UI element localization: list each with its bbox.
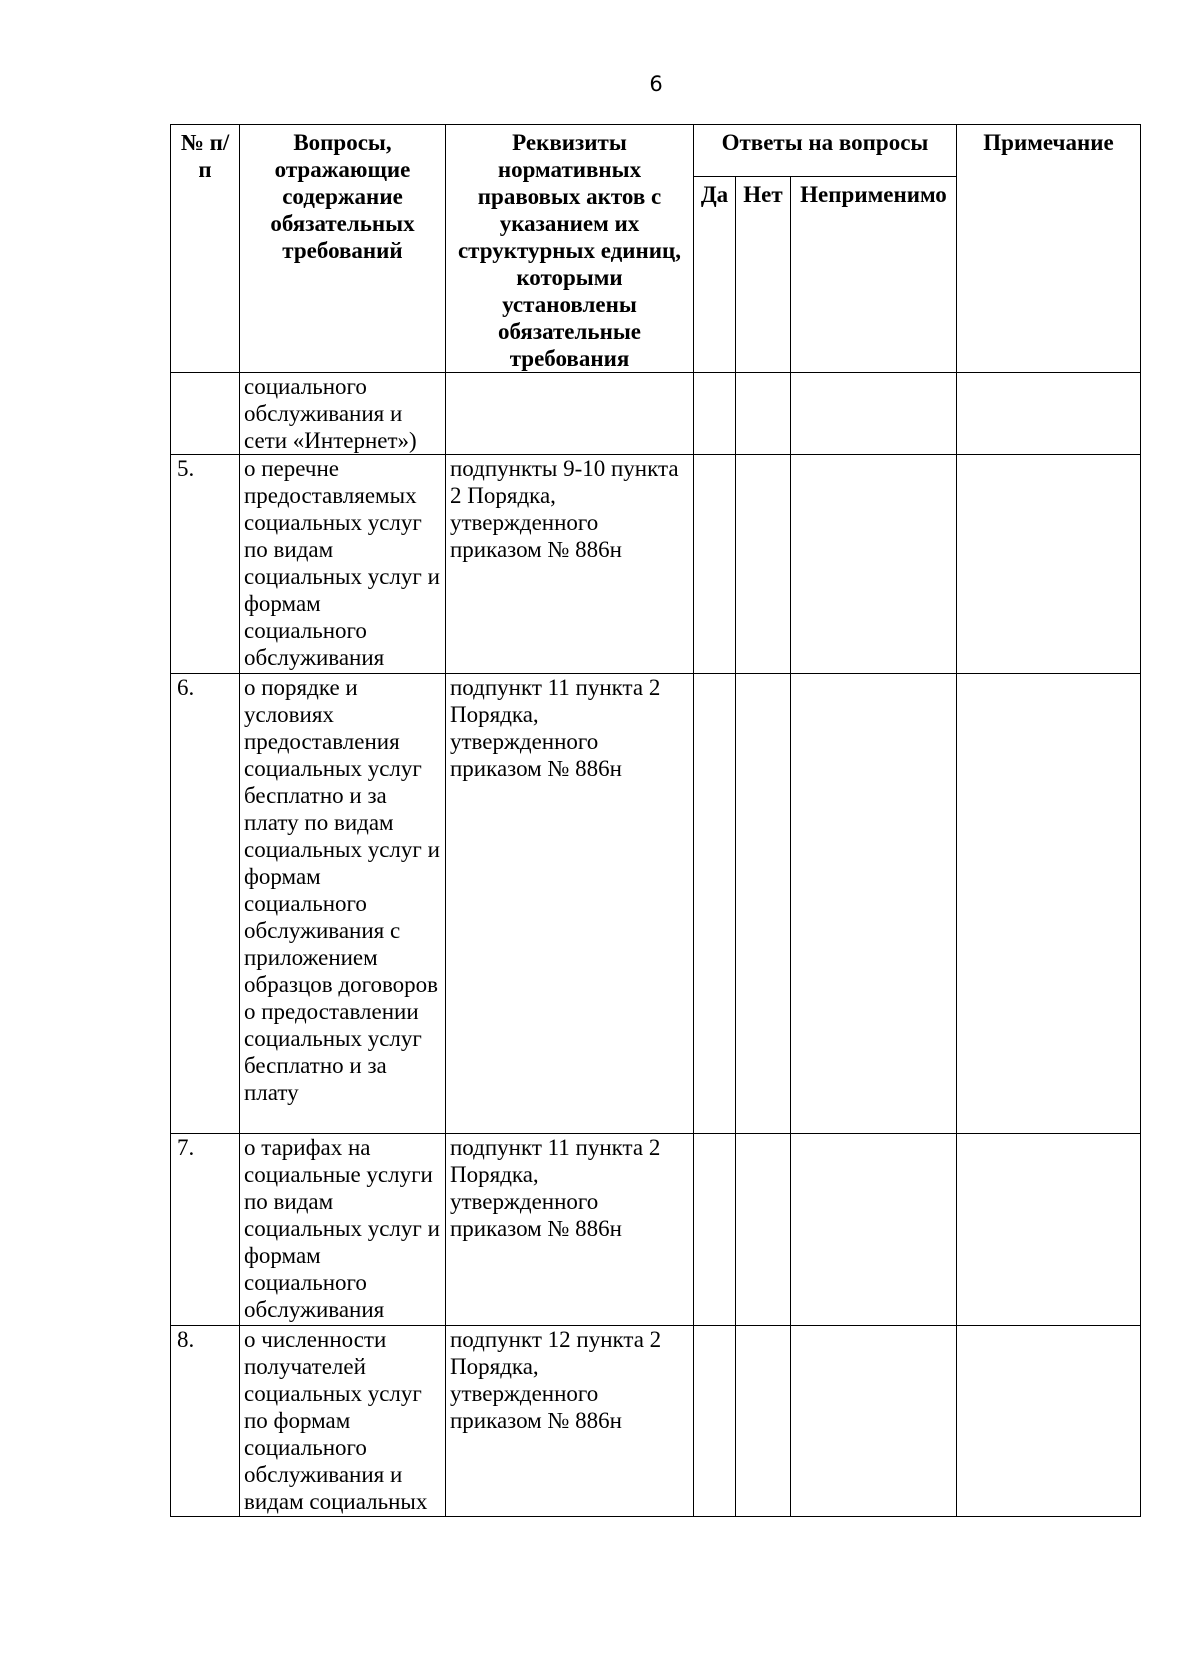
row-question: о тарифах на социальные услуги по видам социальных услуг и формам социального обслуживания [240,1134,446,1326]
row-question: о порядке и условиях предоставления социальных услуг бесплатно и за плату по видам социальных услуг и формам социального обслуживания с приложением образцов договоров о предоставлении социальных услуг бесплатно и за плату [240,674,446,1134]
note-cell[interactable] [957,1134,1141,1326]
answer-yes-cell[interactable] [694,455,736,674]
header-yes: Да [694,177,736,373]
row-reference: подпункт 11 пункта 2 Порядка, утвержденного приказом № 886н [446,674,694,1134]
row-number [171,373,240,455]
header-answers: Ответы на вопросы [694,125,957,177]
answer-no-cell[interactable] [736,455,791,674]
row-number: 7. [171,1134,240,1326]
note-cell[interactable] [957,1326,1141,1517]
header-no: Нет [736,177,791,373]
table-row [171,455,1141,674]
header-note: Примечание [957,125,1141,373]
row-reference [446,373,694,455]
row-reference: подпункт 12 пункта 2 Порядка, утвержденного приказом № 886н [446,1326,694,1517]
answer-not-applicable-cell[interactable] [791,455,957,674]
header-number: № п/п [171,125,240,373]
answer-not-applicable-cell[interactable] [791,373,957,455]
note-cell[interactable] [957,674,1141,1134]
table-row [171,1326,1141,1517]
table-row [171,373,1141,455]
answer-yes-cell[interactable] [694,674,736,1134]
row-reference: подпункты 9-10 пункта 2 Порядка, утвержденного приказом № 886н [446,455,694,674]
row-question: о перечне предоставляемых социальных услуг по видам социальных услуг и формам социального обслуживания [240,455,446,674]
answer-no-cell[interactable] [736,674,791,1134]
answer-not-applicable-cell[interactable] [791,674,957,1134]
answer-no-cell[interactable] [736,373,791,455]
row-number: 6. [171,674,240,1134]
header-not-applicable: Неприменимо [791,177,957,373]
header-question: Вопросы, отражающие содержание обязательных требований [240,125,446,373]
answer-yes-cell[interactable] [694,373,736,455]
row-number: 8. [171,1326,240,1517]
note-cell[interactable] [957,373,1141,455]
answer-yes-cell[interactable] [694,1326,736,1517]
row-reference: подпункт 11 пункта 2 Порядка, утвержденного приказом № 886н [446,1134,694,1326]
checklist-table [170,124,1141,1517]
answer-no-cell[interactable] [736,1326,791,1517]
answer-yes-cell[interactable] [694,1134,736,1326]
note-cell[interactable] [957,455,1141,674]
answer-not-applicable-cell[interactable] [791,1134,957,1326]
page-number: 6 [649,72,663,96]
table-row [171,674,1141,1134]
row-question: о численности получателей социальных услуг по формам социального обслуживания и видам социальных [240,1326,446,1517]
answer-not-applicable-cell[interactable] [791,1326,957,1517]
row-question: социального обслуживания и сети «Интернет») [240,373,446,455]
answer-no-cell[interactable] [736,1134,791,1326]
table-row [171,1134,1141,1326]
row-number: 5. [171,455,240,674]
header-reference: Реквизиты нормативных правовых актов с указанием их структурных единиц, которыми установлены обязательные требования [446,125,694,373]
